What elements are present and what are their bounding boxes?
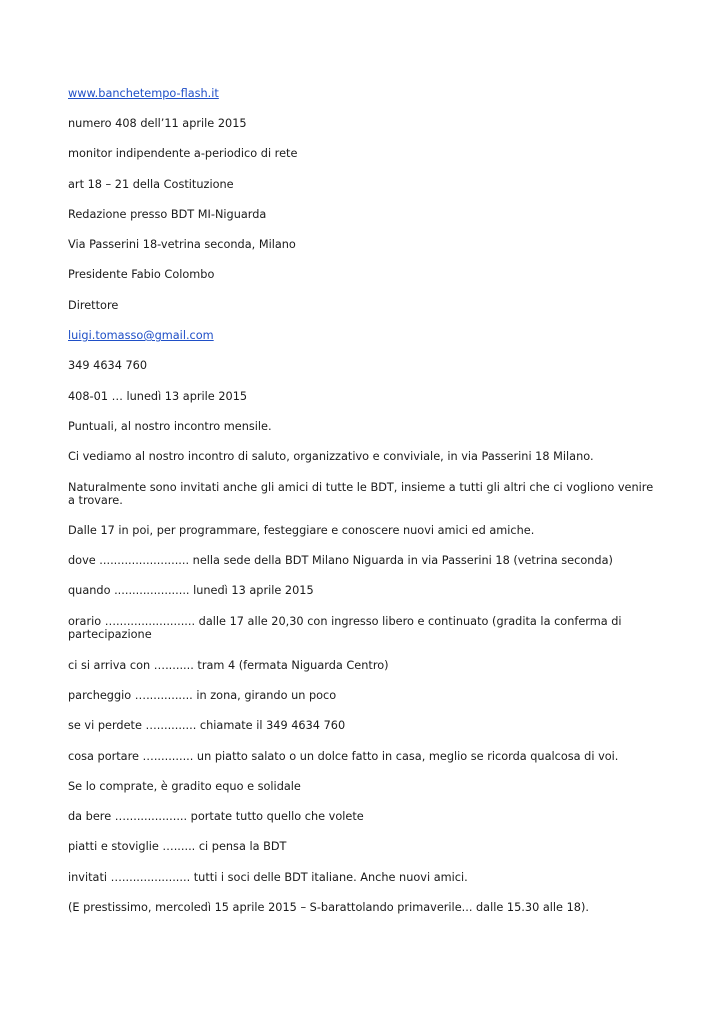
phone-number: 349 4634 760 [68,359,148,372]
closing-note: (E prestissimo, mercoledì 15 aprile 2015 – S-barattolando primaverile... dalle 15.30 alle 18). [68,901,589,914]
detail-portare: cosa portare …........... un piatto salato o un dolce fatto in casa, meglio se ricorda qualcosa di voi. [68,750,619,763]
issue-number: numero 408 dell’11 aprile 2015 [68,117,247,130]
website-link[interactable]: www.banchetempo-flash.it [68,87,219,100]
detail-invitati: invitati …................... tutti i soci delle BDT italiane. Anche nuovi amici. [68,871,468,884]
legal-reference: art 18 – 21 della Costituzione [68,178,234,191]
editorial-office: Redazione presso BDT MI-Niguarda [68,208,267,221]
detail-orario: orario …...................... dalle 17 alle 20,30 con ingresso libero e continuato (gradita la conferma di partecipazione [68,615,622,641]
article-paragraph-3: Dalle 17 in poi, per programmare, festeggiare e conoscere nuovi amici ed amiche. [68,524,535,537]
article-headline: 408-01 … lunedì 13 aprile 2015 [68,390,248,403]
detail-arrivo: ci si arriva con …........ tram 4 (fermata Niguarda Centro) [68,659,389,672]
detail-parcheggio: parcheggio …............. in zona, girando un poco [68,689,337,702]
detail-perdete: se vi perdete …........... chiamate il 349 4634 760 [68,719,346,732]
detail-bere: da bere …................. portate tutto quello che volete [68,810,364,823]
address: Via Passerini 18-vetrina seconda, Milano [68,238,296,251]
email-link[interactable]: luigi.tomasso@gmail.com [68,329,214,342]
tagline: monitor indipendente a-periodico di rete [68,147,298,160]
president: Presidente Fabio Colombo [68,268,215,281]
director-label: Direttore [68,299,119,312]
detail-dove: dove ......................... nella sede della BDT Milano Niguarda in via Passerini 18 (vetrina seconda) [68,554,613,567]
detail-comprate: Se lo comprate, è gradito equo e solidale [68,780,301,793]
article-paragraph-2: Naturalmente sono invitati anche gli amici di tutte le BDT, insieme a tutti gli altri che ci vogliono venire a trovare. [68,481,654,507]
article-paragraph-1: Ci vediamo al nostro incontro di saluto, organizzativo e conviviale, in via Passerini 18 Milano. [68,450,594,463]
detail-piatti: piatti e stoviglie …...... ci pensa la BDT [68,840,287,853]
detail-quando: quando ..................... lunedì 13 aprile 2015 [68,584,314,597]
article-intro: Puntuali, al nostro incontro mensile. [68,420,272,433]
